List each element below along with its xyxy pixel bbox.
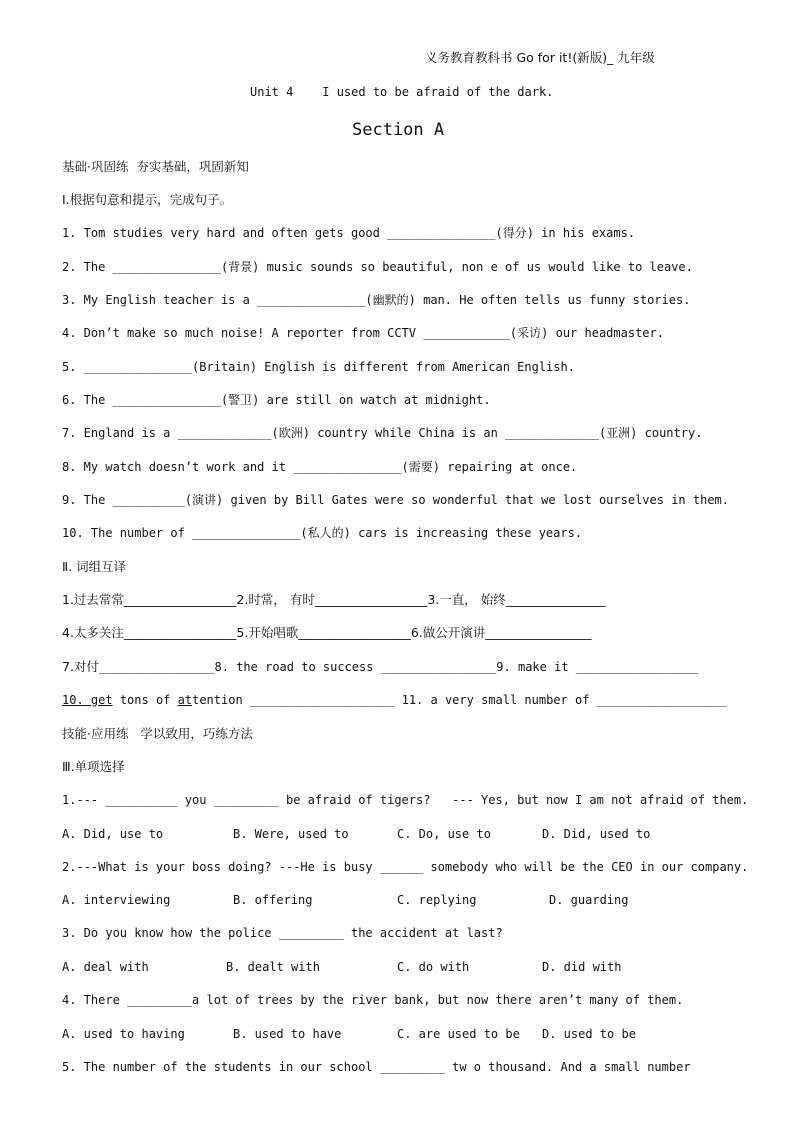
question-3: 3. Do you know how the police _________ the accident at last?	[62, 926, 503, 940]
part2-row3-en: ________________8. the road to success ________________9. make it _________________	[98, 660, 699, 674]
q4-option-b: B. used to have	[233, 1027, 342, 1041]
q1-option-c: C. Do, use to	[397, 827, 491, 841]
question-2: 2.---What is your boss doing? ---He is busy ______ somebody who will be the CEO in our company.	[62, 860, 749, 874]
q2-option-a: A. interviewing	[62, 893, 171, 907]
question-5: 5. The number of the students in our school _________ tw o thousand. And a small number	[62, 1060, 691, 1074]
part1-item-10: 10. The number of _______________(私人的) cars is increasing these years.	[62, 526, 583, 540]
q2-option-b: B. offering	[233, 893, 313, 907]
part1-item-7: 7. England is a _____________(欧洲) country while China is an _____________(亚洲) country.	[62, 426, 703, 440]
part1-item-2: 2. The _______________(背景) music sounds so beautiful, non e of us would like to leave.	[62, 260, 693, 274]
question-4: 4. There _________a lot of trees by the river bank, but now there aren’t many of them.	[62, 993, 684, 1007]
part3-heading: Ⅲ.单项选择	[62, 759, 125, 774]
part1-heading: Ⅰ.根据句意和提示，完成句子。	[62, 192, 233, 207]
part2-row-3	[62, 659, 787, 675]
part2-row4-mid: tons of	[112, 693, 178, 707]
q4-option-a: A. used to having	[62, 1027, 185, 1041]
unit-title: Unit 4 I used to be afraid of the dark.	[250, 85, 554, 99]
part1-item-1: 1. Tom studies very hard and often gets good _______________(得分) in his exams.	[62, 226, 636, 240]
question-1: 1.--- __________ you _________ be afraid of tigers? --- Yes, but now I am not afraid of them.	[62, 793, 749, 807]
q1-option-b: B. Were, used to	[233, 827, 349, 841]
q3-option-a: A. deal with	[62, 960, 149, 974]
part1-item-3: 3. My English teacher is a _______________(幽默的) man. He often tells us funny stories.	[62, 293, 691, 307]
q2-option-d: D. guarding	[549, 893, 629, 907]
q1-option-d: D. Did, used to	[542, 827, 651, 841]
q1-option-a: A. Did, use to	[62, 827, 164, 841]
basic-heading: 基础·巩固练 夯实基础，巩固新知	[62, 159, 249, 174]
part2-row3-cn: 7.对付	[62, 659, 99, 674]
part1-item-4: 4. Don’t make so much noise! A reporter from CCTV ____________(采访) our headmaster.	[62, 326, 664, 340]
part2-row4-get: get	[90, 693, 113, 707]
q3-option-d: D. did with	[542, 960, 622, 974]
part2-row4-rest: tention ____________________ 11. a very small number of __________________	[192, 693, 727, 707]
part2-row-2: 4.太多关注__________________5.开始唱歌__________________6.做公开演讲_________________	[62, 625, 592, 640]
part2-row-1: 1.过去常常__________________2.时常， 有时__________________3.一直， 始终________________	[62, 592, 606, 607]
q4-option-d: D. used to be	[542, 1027, 636, 1041]
q4-option-c: C. are used to be	[397, 1027, 520, 1041]
q2-option-c: C. replying	[397, 893, 477, 907]
page-header: 义务教育教科书 Go for it!(新版)_ 九年级	[425, 50, 655, 65]
skill-heading: 技能·应用练 学以致用，巧练方法	[62, 726, 253, 741]
part2-row4-num: 10.	[62, 693, 84, 707]
part2-heading: Ⅱ. 词组互译	[62, 559, 127, 574]
q3-option-b: B. dealt with	[226, 960, 320, 974]
part1-item-5: 5. _______________(Britain) English is different from American English.	[62, 360, 575, 374]
part2-row-4	[62, 692, 787, 708]
q3-option-c: C. do with	[397, 960, 470, 974]
part1-item-8: 8. My watch doesn’t work and it _______________(需要) repairing at once.	[62, 460, 578, 474]
part1-item-9: 9. The __________(演讲) given by Bill Gates were so wonderful that we lost ourselves in them.	[62, 493, 729, 507]
section-title: Section A	[352, 120, 445, 140]
part2-row4-at: at	[177, 693, 193, 707]
part1-item-6: 6. The _______________(警卫) are still on watch at midnight.	[62, 393, 491, 407]
